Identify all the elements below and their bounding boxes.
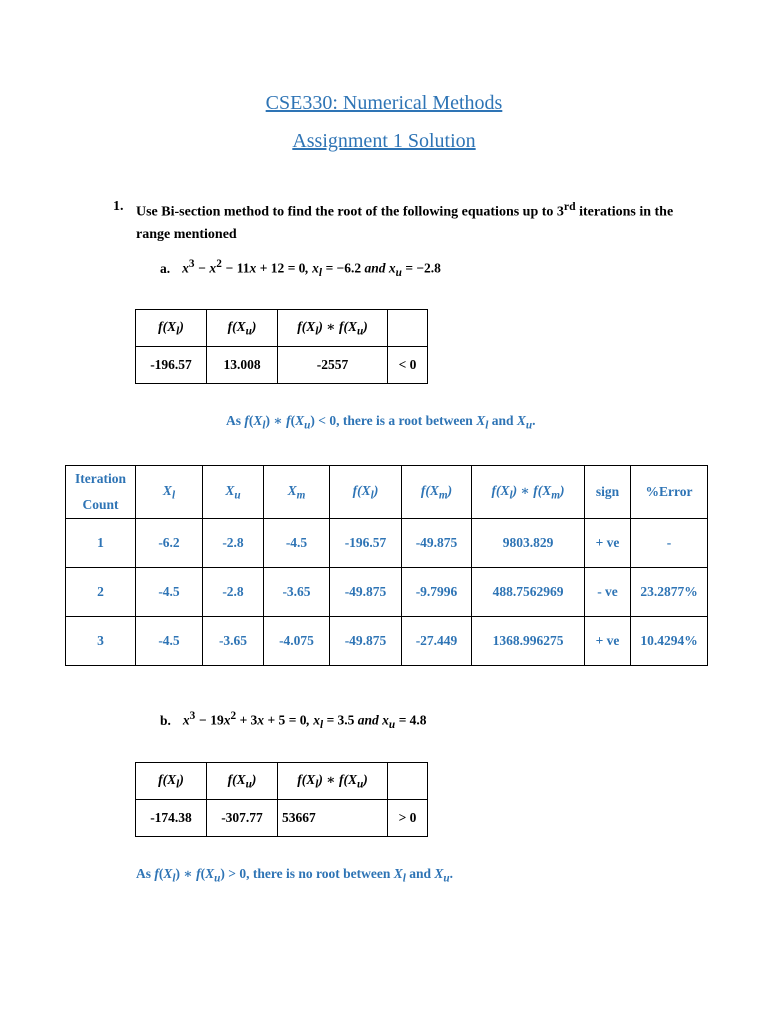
header-sign [388, 763, 428, 800]
header-product: $f(X_l)$ ∗ $f(X_u)$ [278, 310, 388, 347]
header-sign [388, 310, 428, 347]
cell-sign: > 0 [388, 800, 428, 837]
table-row [66, 568, 708, 617]
table-row [66, 519, 708, 568]
iteration-count: 2 [66, 568, 136, 617]
cell-f-xl: -174.38 [136, 800, 207, 837]
header-f-xl: $f(X_l)$ [136, 310, 207, 347]
header-sign: sign [585, 466, 631, 519]
header-error: %Error [631, 466, 708, 519]
cell-sign: - ve [585, 568, 631, 617]
cell-sign: < 0 [388, 347, 428, 384]
header-xm: $X_m$ [264, 466, 330, 519]
cell-xu: -3.65 [203, 617, 264, 666]
iteration-count: 3 [66, 617, 136, 666]
cell-f-xu: -307.77 [207, 800, 278, 837]
header-xl: $X_l$ [136, 466, 203, 519]
question-number: 1. [113, 199, 124, 214]
cell-sign: + ve [585, 519, 631, 568]
header-product: $f(X_l)$ ∗ $f(X_u)$ [278, 763, 388, 800]
cell-xu: -2.8 [203, 568, 264, 617]
cell-error: - [631, 519, 708, 568]
part-b-label: b. [160, 712, 171, 728]
cell-f-xl: -49.875 [330, 617, 402, 666]
cell-f-xl: -49.875 [330, 568, 402, 617]
cell-xl: -4.5 [136, 568, 203, 617]
cell-error: 23.2877% [631, 568, 708, 617]
question-text: Use Bi-section method to find the root of the following equations up to 3rd iterations in the range mentioned [136, 200, 674, 242]
cell-xl: -6.2 [136, 519, 203, 568]
cell-f-xm: -49.875 [402, 519, 472, 568]
course-title: CSE330: Numerical Methods [265, 92, 503, 114]
cell-xm: -3.65 [264, 568, 330, 617]
header-iteration-count: Iteration Count [66, 466, 136, 519]
table-row [66, 617, 708, 666]
cell-xm: -4.075 [264, 617, 330, 666]
cell-xu: -2.8 [203, 519, 264, 568]
cell-product: 53667 [278, 800, 388, 837]
check-table-a [135, 309, 428, 384]
conclusion-b: As $f(X_l)$ ∗ $f(X_u) > 0$, there is no root between $X_l$ and $X_u$. [136, 866, 454, 885]
equation-a: a. $x^3 - x^2 - 11x + 12 = 0$, $x_l = -6.2$ and $x_u = -2.8$ [160, 258, 441, 280]
header-f-xu: $f(X_u)$ [207, 310, 278, 347]
cell-xl: -4.5 [136, 617, 203, 666]
iteration-table-a [65, 465, 708, 666]
cell-product: 9803.829 [472, 519, 585, 568]
header-f-xu: $f(X_u)$ [207, 763, 278, 800]
cell-f-xu: 13.008 [207, 347, 278, 384]
check-table-b [135, 762, 428, 837]
header-xu: $X_u$ [203, 466, 264, 519]
conclusion-a: As $f(X_l)$ ∗ $f(X_u) < 0$, there is a root between $X_l$ and $X_u$. [226, 413, 536, 432]
header-f-xm: $f(X_m)$ [402, 466, 472, 519]
equation-b: b. $x^3 - 19x^2 + 3x + 5 = 0$, $x_l = 3.5$ and $x_u = 4.8$ [160, 710, 427, 732]
header-f-xl: $f(X_l)$ [330, 466, 402, 519]
cell-product: -2557 [278, 347, 388, 384]
cell-f-xl: -196.57 [136, 347, 207, 384]
cell-product: 488.7562969 [472, 568, 585, 617]
cell-error: 10.4294% [631, 617, 708, 666]
cell-xm: -4.5 [264, 519, 330, 568]
cell-f-xm: -9.7996 [402, 568, 472, 617]
cell-f-xl: -196.57 [330, 519, 402, 568]
part-a-label: a. [160, 260, 171, 276]
header-product-lm: $f(X_l)$ ∗ $f(X_m)$ [472, 466, 585, 519]
assignment-title: Assignment 1 Solution [292, 130, 476, 152]
cell-product: 1368.996275 [472, 617, 585, 666]
cell-f-xm: -27.449 [402, 617, 472, 666]
header-f-xl: $f(X_l)$ [136, 763, 207, 800]
cell-sign: + ve [585, 617, 631, 666]
iteration-count: 1 [66, 519, 136, 568]
